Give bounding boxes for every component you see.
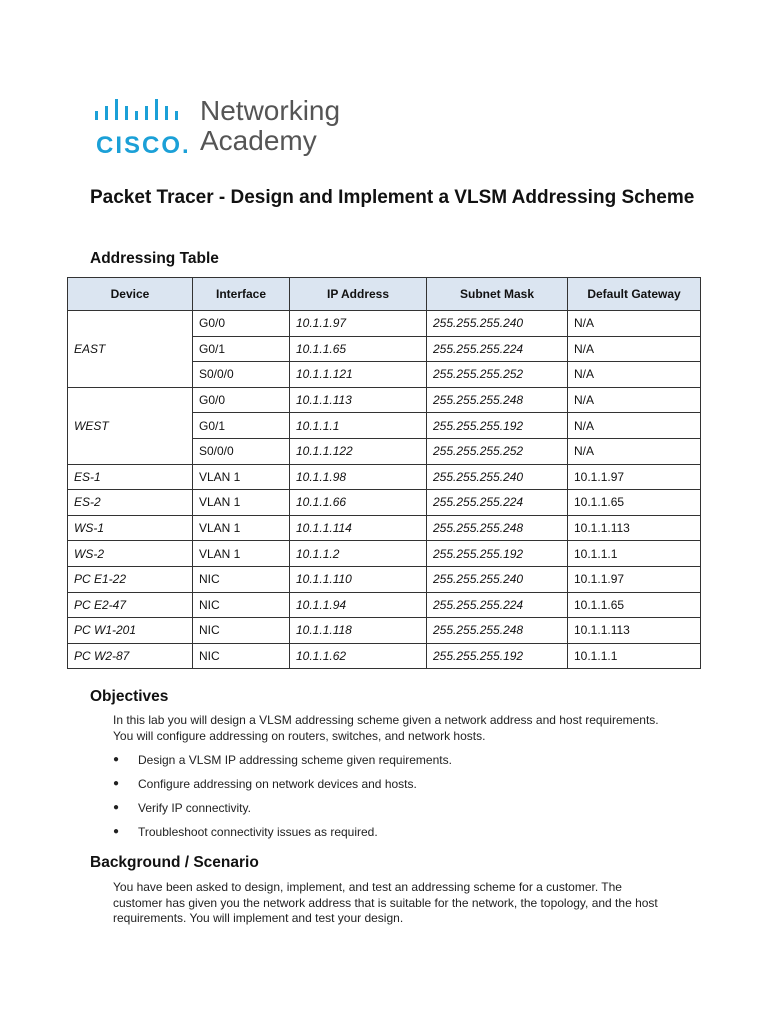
bullet-icon: ● [113, 754, 120, 765]
interface-cell: S0/0/0 [193, 438, 290, 464]
interface-cell: VLAN 1 [193, 541, 290, 567]
interface-cell: G0/0 [193, 311, 290, 337]
device-cell: WEST [68, 387, 193, 464]
cisco-networking-academy-logo [92, 96, 392, 160]
mask-cell: 255.255.255.240 [427, 566, 568, 592]
gateway-cell: 10.1.1.1 [568, 541, 701, 567]
bullet-icon: ● [113, 778, 120, 789]
interface-cell: G0/1 [193, 336, 290, 362]
ip-cell: 10.1.1.114 [290, 515, 427, 541]
interface-cell: G0/1 [193, 413, 290, 439]
page-title: Packet Tracer - Design and Implement a VLSM Addressing Scheme [90, 187, 695, 208]
header-ip: IP Address [290, 278, 427, 311]
ip-cell: 10.1.1.66 [290, 490, 427, 516]
gateway-cell: N/A [568, 362, 701, 388]
table-header-row [68, 278, 701, 311]
gateway-cell: 10.1.1.97 [568, 566, 701, 592]
gateway-cell: N/A [568, 413, 701, 439]
gateway-cell: N/A [568, 438, 701, 464]
mask-cell: 255.255.255.248 [427, 515, 568, 541]
ip-cell: 10.1.1.2 [290, 541, 427, 567]
interface-cell: S0/0/0 [193, 362, 290, 388]
mask-cell: 255.255.255.224 [427, 592, 568, 618]
interface-cell: VLAN 1 [193, 490, 290, 516]
interface-cell: G0/0 [193, 387, 290, 413]
mask-cell: 255.255.255.192 [427, 643, 568, 669]
addressing-table-heading: Addressing Table [90, 250, 219, 267]
ip-cell: 10.1.1.1 [290, 413, 427, 439]
header-device: Device [68, 278, 193, 311]
list-item: ● Design a VLSM IP addressing scheme given requirements. [113, 753, 452, 767]
device-cell: PC W2-87 [68, 643, 193, 669]
cisco-wordmark: CISCO. [96, 132, 191, 159]
objectives-intro: In this lab you will design a VLSM addressing scheme given a network address and host requirements. You will configure addressing on routers, switches, and network hosts. [113, 713, 659, 743]
table-row [68, 387, 701, 413]
gateway-cell: N/A [568, 311, 701, 337]
interface-cell: NIC [193, 592, 290, 618]
list-item: ● Troubleshoot connectivity issues as required. [113, 825, 378, 839]
gateway-cell: 10.1.1.65 [568, 490, 701, 516]
mask-cell: 255.255.255.192 [427, 541, 568, 567]
table-row [68, 515, 701, 541]
gateway-cell: N/A [568, 387, 701, 413]
gateway-cell: 10.1.1.65 [568, 592, 701, 618]
header-gateway: Default Gateway [568, 278, 701, 311]
table-row [68, 566, 701, 592]
mask-cell: 255.255.255.192 [427, 413, 568, 439]
addressing-table [67, 277, 701, 669]
device-cell: WS-2 [68, 541, 193, 567]
header-mask: Subnet Mask [427, 278, 568, 311]
objectives-list [113, 752, 673, 848]
device-cell: WS-1 [68, 515, 193, 541]
device-cell: EAST [68, 311, 193, 388]
device-cell: PC W1-201 [68, 618, 193, 644]
background-text: You have been asked to design, implement, and test an addressing scheme for a customer. The customer has given you the network address that is suitable for the network, the topology, and the host requirements. You will implement and test your design. [113, 880, 658, 925]
interface-cell: NIC [193, 618, 290, 644]
device-cell: PC E2-47 [68, 592, 193, 618]
brand-name [200, 96, 340, 156]
interface-cell: VLAN 1 [193, 464, 290, 490]
ip-cell: 10.1.1.122 [290, 438, 427, 464]
mask-cell: 255.255.255.248 [427, 618, 568, 644]
table-row [68, 592, 701, 618]
interface-cell: NIC [193, 566, 290, 592]
gateway-cell: 10.1.1.113 [568, 515, 701, 541]
mask-cell: 255.255.255.240 [427, 464, 568, 490]
mask-cell: 255.255.255.252 [427, 438, 568, 464]
interface-cell: VLAN 1 [193, 515, 290, 541]
cisco-bars-icon [92, 96, 188, 122]
brand-line-1: Networking [200, 95, 341, 126]
mask-cell: 255.255.255.224 [427, 336, 568, 362]
mask-cell: 255.255.255.224 [427, 490, 568, 516]
list-item: ● Configure addressing on network devices and hosts. [113, 777, 417, 791]
bullet-icon: ● [113, 826, 120, 837]
mask-cell: 255.255.255.240 [427, 311, 568, 337]
device-cell: ES-2 [68, 490, 193, 516]
objectives-heading: Objectives [90, 688, 169, 705]
ip-cell: 10.1.1.113 [290, 387, 427, 413]
ip-cell: 10.1.1.97 [290, 311, 427, 337]
device-cell: PC E1-22 [68, 566, 193, 592]
gateway-cell: 10.1.1.97 [568, 464, 701, 490]
table-row [68, 311, 701, 337]
ip-cell: 10.1.1.118 [290, 618, 427, 644]
ip-cell: 10.1.1.98 [290, 464, 427, 490]
ip-cell: 10.1.1.110 [290, 566, 427, 592]
bullet-icon: ● [113, 802, 120, 813]
device-cell: ES-1 [68, 464, 193, 490]
brand-line-2: Academy [200, 125, 317, 156]
table-row [68, 643, 701, 669]
mask-cell: 255.255.255.248 [427, 387, 568, 413]
ip-cell: 10.1.1.62 [290, 643, 427, 669]
table-row [68, 618, 701, 644]
mask-cell: 255.255.255.252 [427, 362, 568, 388]
gateway-cell: 10.1.1.1 [568, 643, 701, 669]
ip-cell: 10.1.1.121 [290, 362, 427, 388]
list-item: ● Verify IP connectivity. [113, 801, 251, 815]
table-row [68, 490, 701, 516]
gateway-cell: N/A [568, 336, 701, 362]
background-heading: Background / Scenario [90, 854, 259, 871]
ip-cell: 10.1.1.94 [290, 592, 427, 618]
ip-cell: 10.1.1.65 [290, 336, 427, 362]
table-row [68, 464, 701, 490]
table-row [68, 541, 701, 567]
header-interface: Interface [193, 278, 290, 311]
interface-cell: NIC [193, 643, 290, 669]
gateway-cell: 10.1.1.113 [568, 618, 701, 644]
